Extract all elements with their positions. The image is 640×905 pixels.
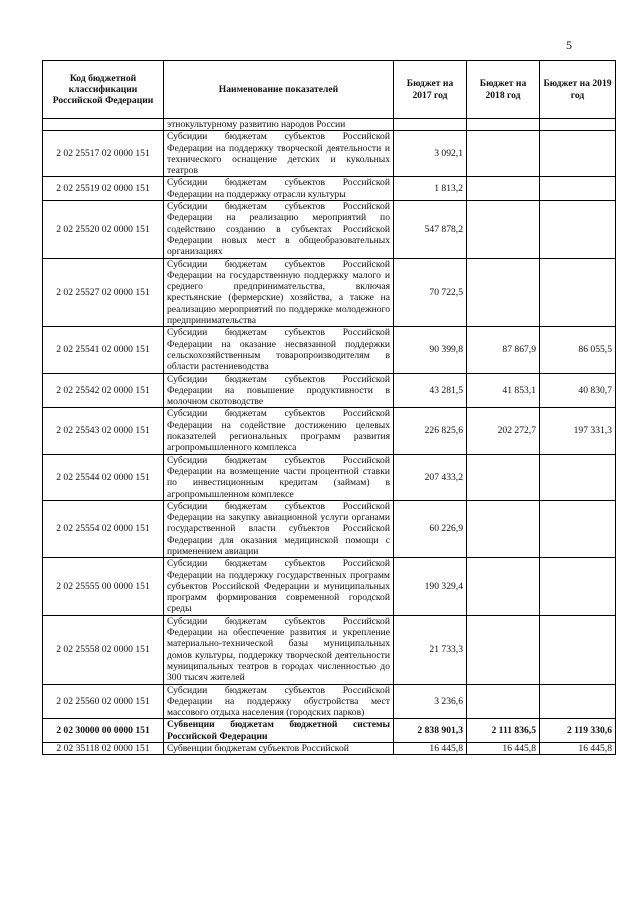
table-row — [43, 408, 616, 454]
row-budget-2019 — [540, 558, 616, 615]
row-budget-2019 — [540, 454, 616, 500]
row-budget-2018 — [467, 177, 540, 201]
row-budget-2019 — [540, 615, 616, 684]
row-code: 2 02 35118 02 0000 151 — [43, 743, 164, 755]
row-budget-2019 — [540, 684, 616, 719]
row-budget-2019: 16 445,8 — [540, 743, 616, 755]
table-row — [43, 719, 616, 743]
row-budget-2017: 3 092,1 — [394, 131, 467, 177]
row-budget-2018 — [467, 454, 540, 500]
row-code: 2 02 25520 02 0000 151 — [43, 201, 164, 258]
row-budget-2018: 202 272,7 — [467, 408, 540, 454]
row-budget-2017: 70 722,5 — [394, 258, 467, 327]
row-name: Субсидии бюджетам субъектов Российской Федерации на оказание несвязанной поддержки сельскохозяйственным товаропроизводителям в области растениеводства — [164, 327, 394, 373]
table-row — [43, 615, 616, 684]
row-code: 2 02 30000 00 0000 151 — [43, 719, 164, 743]
row-name: Субсидии бюджетам субъектов Российской Федерации на обеспечение развития и укрепление материально-технической базы муниципальных домов культуры, поддержку творческой деятельности муниципальных театров в городах численностью до 300 тысяч жителей — [164, 615, 394, 684]
header-code: Код бюджетной классификации Российской Федерации — [43, 61, 164, 119]
table-row — [43, 684, 616, 719]
row-budget-2018 — [467, 131, 540, 177]
row-budget-2017: 190 329,4 — [394, 558, 467, 615]
row-budget-2018 — [467, 615, 540, 684]
row-code: 2 02 25517 02 0000 151 — [43, 131, 164, 177]
row-budget-2018 — [467, 558, 540, 615]
row-budget-2018 — [467, 201, 540, 258]
row-budget-2019: 2 119 330,6 — [540, 719, 616, 743]
row-code: 2 02 25544 02 0000 151 — [43, 454, 164, 500]
table-row — [43, 743, 616, 755]
row-budget-2018 — [467, 258, 540, 327]
row-budget-2018: 16 445,8 — [467, 743, 540, 755]
row-budget-2017: 2 838 901,3 — [394, 719, 467, 743]
row-budget-2017: 1 813,2 — [394, 177, 467, 201]
row-budget-2018 — [467, 684, 540, 719]
row-code: 2 02 25555 00 0000 151 — [43, 558, 164, 615]
table-row — [43, 327, 616, 373]
row-code: 2 02 25558 02 0000 151 — [43, 615, 164, 684]
row-code: 2 02 25543 02 0000 151 — [43, 408, 164, 454]
header-2019: Бюджет на 2019 год — [540, 61, 616, 119]
row-budget-2018: 87 867,9 — [467, 327, 540, 373]
header-2017: Бюджет на 2017 год — [394, 61, 467, 119]
row-budget-2019 — [540, 500, 616, 557]
header-name: Наименование показателей — [164, 61, 394, 119]
table-row — [43, 373, 616, 408]
row-code: 2 02 25519 02 0000 151 — [43, 177, 164, 201]
row-budget-2017: 60 226,9 — [394, 500, 467, 557]
page-number: 5 — [566, 38, 572, 52]
continuation-y2017-cell — [394, 119, 467, 131]
row-budget-2018: 41 853,1 — [467, 373, 540, 408]
continuation-row — [43, 119, 616, 131]
row-budget-2019: 197 331,3 — [540, 408, 616, 454]
row-code: 2 02 25527 02 0000 151 — [43, 258, 164, 327]
continuation-y2019-cell — [540, 119, 616, 131]
row-budget-2018 — [467, 500, 540, 557]
row-budget-2017: 21 733,3 — [394, 615, 467, 684]
row-budget-2019: 86 055,5 — [540, 327, 616, 373]
row-name: Субсидии бюджетам субъектов Российской Федерации на содействие достижению целевых показателей региональных программ развития агропромышленного комплекса — [164, 408, 394, 454]
row-budget-2018: 2 111 836,5 — [467, 719, 540, 743]
continuation-y2018-cell — [467, 119, 540, 131]
row-name: Субвенции бюджетам субъектов Российской — [164, 743, 394, 755]
row-name: Субсидии бюджетам субъектов Российской Федерации на поддержку творческой деятельности и технического оснащение детских и кукольных театров — [164, 131, 394, 177]
row-code: 2 02 25554 02 0000 151 — [43, 500, 164, 557]
table-row — [43, 454, 616, 500]
row-budget-2019 — [540, 177, 616, 201]
row-budget-2019: 40 830,7 — [540, 373, 616, 408]
row-budget-2017: 207 433,2 — [394, 454, 467, 500]
row-code: 2 02 25541 02 0000 151 — [43, 327, 164, 373]
table-row — [43, 558, 616, 615]
table-row — [43, 258, 616, 327]
row-budget-2017: 547 878,2 — [394, 201, 467, 258]
row-budget-2017: 3 236,6 — [394, 684, 467, 719]
row-name: Субсидии бюджетам субъектов Российской Федерации на государственную поддержку малого и среднего предпринимательства, включая крестьянские (фермерские) хозяйства, а также на реализацию мероприятий по поддержке молодежного предпринимательства — [164, 258, 394, 327]
row-name: Субсидии бюджетам субъектов Российской Федерации на поддержку государственных программ субъектов Российской Федерации и муниципальных программ формирования современной городской среды — [164, 558, 394, 615]
table-row — [43, 201, 616, 258]
row-name: Субсидии бюджетам субъектов Российской Федерации на возмещение части процентной ставки по инвестиционным кредитам (займам) в агропромышленном комплексе — [164, 454, 394, 500]
row-budget-2019 — [540, 258, 616, 327]
row-code: 2 02 25560 02 0000 151 — [43, 684, 164, 719]
table-header-row — [43, 61, 616, 119]
budget-table — [42, 60, 616, 755]
row-budget-2019 — [540, 131, 616, 177]
row-name: Субвенции бюджетам бюджетной системы Российской Федерации — [164, 719, 394, 743]
row-name: Субсидии бюджетам субъектов Российской Федерации на поддержку обустройства мест массового отдыха населения (городских парков) — [164, 684, 394, 719]
table-row — [43, 500, 616, 557]
table-row — [43, 131, 616, 177]
row-name: Субсидии бюджетам субъектов Российской Федерации на поддержку отрасли культуры — [164, 177, 394, 201]
row-budget-2019 — [540, 201, 616, 258]
continuation-text: этнокультурному развитию народов России — [164, 119, 394, 131]
row-budget-2017: 226 825,6 — [394, 408, 467, 454]
row-budget-2017: 16 445,8 — [394, 743, 467, 755]
row-budget-2017: 43 281,5 — [394, 373, 467, 408]
row-name: Субсидии бюджетам субъектов Российской Федерации на повышение продуктивности в молочном скотоводстве — [164, 373, 394, 408]
row-budget-2017: 90 399,8 — [394, 327, 467, 373]
continuation-code-cell — [43, 119, 164, 131]
row-name: Субсидии бюджетам субъектов Российской Федерации на реализацию мероприятий по содействию созданию в субъектах Российской Федерации новых мест в общеобразовательных организациях — [164, 201, 394, 258]
row-code: 2 02 25542 02 0000 151 — [43, 373, 164, 408]
table-row — [43, 177, 616, 201]
header-2018: Бюджет на 2018 год — [467, 61, 540, 119]
row-name: Субсидии бюджетам субъектов Российской Федерации на закупку авиационной услуги органами государственной власти субъектов Российской Федерации для оказания медицинской помощи с применением авиации — [164, 500, 394, 557]
